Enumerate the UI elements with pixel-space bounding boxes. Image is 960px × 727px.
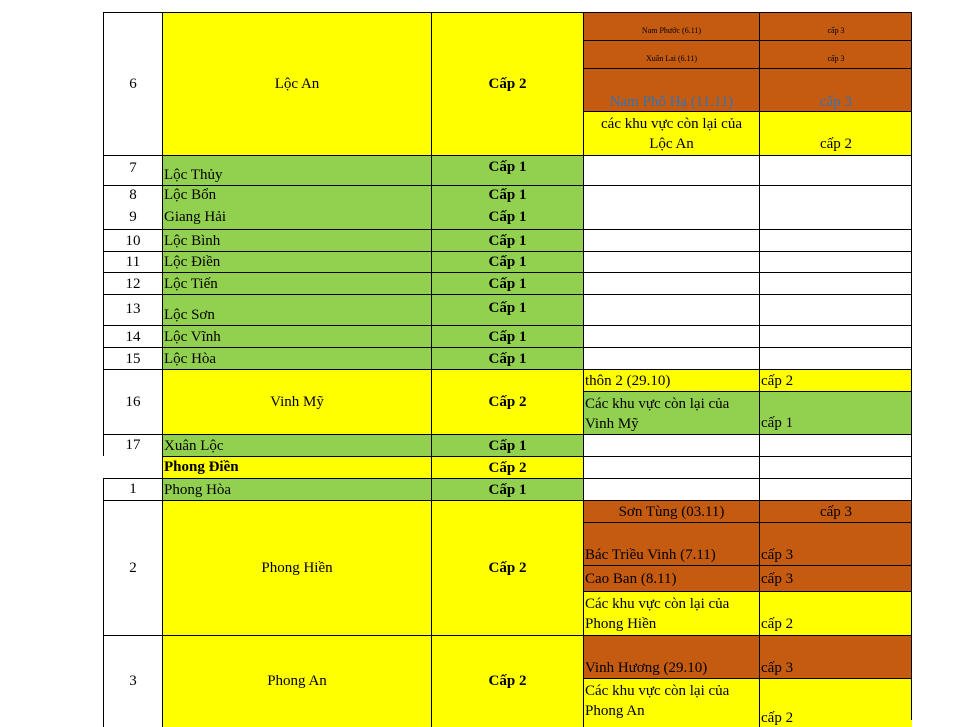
row-number-cell [103,325,162,347]
commune-level-cell [431,12,583,155]
commune-name-cell [162,251,431,272]
commune-level: Cấp 2 [488,672,527,689]
district-name-cell [162,456,431,478]
commune-name: Phong Hòa [164,482,232,498]
row-number-cell [103,229,162,251]
sub-level: cấp 2 [819,136,853,152]
empty-cell [583,325,759,347]
commune-name-cell [162,294,431,325]
row-number: 16 [125,394,141,410]
row-number-cell [103,294,162,325]
commune-name-cell [162,347,431,369]
commune-name-cell [162,12,431,155]
commune-name-cell [162,229,431,251]
commune-level: Cấp 1 [488,481,527,498]
commune-level-cell [431,478,583,500]
commune-level: Cấp 2 [488,394,527,410]
row-number: 2 [129,560,137,576]
commune-name: Lộc Thủy [164,167,223,183]
row-number: 7 [129,160,137,176]
sub-area-line: Các khu vực còn lại của [585,396,730,412]
row-number-cell [103,478,162,500]
sub-area: Nam Phước (6.11) [641,25,702,35]
row-number: 10 [125,232,141,249]
commune-name: Lộc Sơn [164,307,215,323]
empty-cell [759,272,912,294]
sub-level-cell [759,68,912,111]
sub-area-cell [583,522,759,565]
empty-cell [759,294,912,325]
sub-area-cell [583,111,759,155]
row-number-cell [103,12,162,155]
sub-area: Vinh Hương (29.10) [585,660,708,676]
row-number: 13 [125,301,141,317]
empty-cell [583,229,759,251]
sub-level: cấp 2 [761,616,794,632]
sub-area-line: Lộc An [649,136,694,152]
sub-area-cell [583,369,759,391]
commune-level-cell [431,272,583,294]
sub-level: cấp 3 [819,503,853,520]
commune-level: Cấp 1 [488,350,527,367]
empty-cell [759,347,912,369]
sub-level: cấp 1 [761,415,794,431]
commune-level-cell [431,294,583,325]
commune-level: Cấp 2 [488,560,527,576]
commune-level-cell [431,434,583,456]
commune-level: Cấp 1 [488,254,527,270]
commune-name: Lộc An [274,76,320,92]
sub-level: cấp 3 [827,25,845,35]
sub-area-line: các khu vực còn lại của [601,116,742,132]
commune-name-cell [162,478,431,500]
empty-cell [583,185,759,229]
commune-level-cell [431,369,583,434]
empty-cell [759,229,912,251]
commune-name-cell [162,369,431,434]
commune-name: Lộc Tiến [164,276,218,292]
empty-cell [759,251,912,272]
sub-area-line: Các khu vực còn lại của [585,596,730,612]
commune-level: Cấp 1 [488,275,527,292]
empty-cell [583,155,759,185]
empty-cell [759,456,912,478]
commune-name: Lộc Bình [164,233,221,249]
row-number: 14 [125,328,141,345]
commune-name: Lộc Bổn [164,187,217,203]
empty-cell [583,251,759,272]
sub-level: cấp 3 [819,94,853,110]
sub-area-cell [583,565,759,591]
row-number: 15 [125,350,141,367]
commune-level-cell [431,185,583,229]
sub-area-cell [583,12,759,40]
commune-name: Lộc Vĩnh [164,329,221,345]
commune-name: Lộc Điền [164,254,221,270]
commune-level-cell [431,229,583,251]
commune-level: Cấp 1 [488,159,527,175]
empty-cell [583,434,759,456]
row-number-cell [103,434,162,456]
sub-level-cell [759,500,912,522]
sub-level: cấp 3 [761,571,794,587]
sub-area-cell [583,500,759,522]
sub-area-line: Vinh Mỹ [585,416,639,432]
commune-name: Phong Hiền [261,560,333,576]
district-name: Phong Điền [164,459,239,475]
commune-name-cell [162,500,431,635]
empty-cell [759,478,912,500]
commune-name-cell [162,272,431,294]
sub-area-line: Phong An [585,703,645,719]
row-number: 17 [125,437,141,453]
district-level-cell [431,456,583,478]
row-number: 6 [129,76,137,92]
commune-name: Giang Hải [164,209,227,225]
sub-area-cell [583,635,759,678]
commune-name: Vinh Mỹ [270,394,324,410]
sub-level-cell [759,12,912,40]
empty-cell [583,272,759,294]
sub-level-cell [759,565,912,591]
row-number-cell [103,155,162,185]
sub-area: Nam Phổ Hạ (11.11) [609,94,734,110]
commune-level-cell [431,155,583,185]
commune-level-cell [431,347,583,369]
empty-cell [759,325,912,347]
sub-level-cell [759,391,912,434]
commune-name: Lộc Hòa [164,351,217,367]
sub-area-cell [583,591,759,635]
sub-area: thôn 2 (29.10) [585,373,671,389]
sub-level-cell [759,635,912,678]
sub-level-cell [759,591,912,635]
commune-name: Xuân Lộc [164,438,224,454]
commune-level: Cấp 1 [488,187,527,203]
commune-name-cell [162,434,431,456]
empty-cell [759,434,912,456]
sub-area: Xuân Lai (6.11) [645,53,698,63]
commune-level-cell [431,500,583,635]
commune-level-cell [431,635,583,727]
sub-area-cell [583,391,759,434]
row-number-cell [103,185,162,229]
sub-level-cell [759,369,912,391]
sub-area-cell [583,40,759,68]
commune-level: Cấp 1 [488,437,527,454]
commune-name-cell [162,635,431,727]
sub-area-line: Phong Hiền [585,616,657,632]
sub-area-cell [583,68,759,111]
row-number: 3 [129,672,137,689]
commune-level-cell [431,325,583,347]
empty-cell [583,456,759,478]
commune-name-cell [162,185,431,229]
commune-level: Cấp 1 [488,328,527,345]
row-number-cell [103,500,162,635]
sub-level: cấp 2 [761,710,794,726]
sub-level-cell [759,111,912,155]
commune-level: Cấp 1 [488,300,527,316]
sub-level: cấp 3 [761,660,794,676]
commune-level: Cấp 1 [488,209,527,225]
sub-level: cấp 2 [761,373,794,389]
empty-cell [583,294,759,325]
row-number: 9 [129,209,137,225]
row-number: 8 [129,187,137,203]
commune-name-cell [162,325,431,347]
table-border-right [911,12,912,720]
row-number: 11 [125,254,141,270]
row-number-cell [103,369,162,434]
commune-name-cell [162,155,431,185]
sub-area-line: Các khu vực còn lại của [585,683,730,699]
sub-level-cell [759,40,912,68]
sub-level: cấp 3 [827,53,845,63]
commune-level: Cấp 1 [488,232,527,249]
sub-level-cell [759,522,912,565]
commune-name: Phong An [267,672,327,689]
sub-level: cấp 3 [761,547,794,563]
sub-area: Bác Triều Vinh (7.11) [585,547,716,563]
row-number-cell [103,635,162,727]
row-number-cell [103,251,162,272]
row-number-cell [103,347,162,369]
sub-area: Cao Ban (8.11) [585,571,677,587]
empty-cell [759,185,912,229]
empty-cell [583,347,759,369]
commune-level-cell [431,251,583,272]
sub-area: Sơn Tùng (03.11) [618,503,725,520]
empty-cell [759,155,912,185]
district-level: Cấp 2 [488,459,527,476]
commune-level: Cấp 2 [488,76,527,92]
row-number: 1 [129,481,137,497]
row-number-cell [103,272,162,294]
empty-cell [583,478,759,500]
row-number: 12 [125,275,141,292]
